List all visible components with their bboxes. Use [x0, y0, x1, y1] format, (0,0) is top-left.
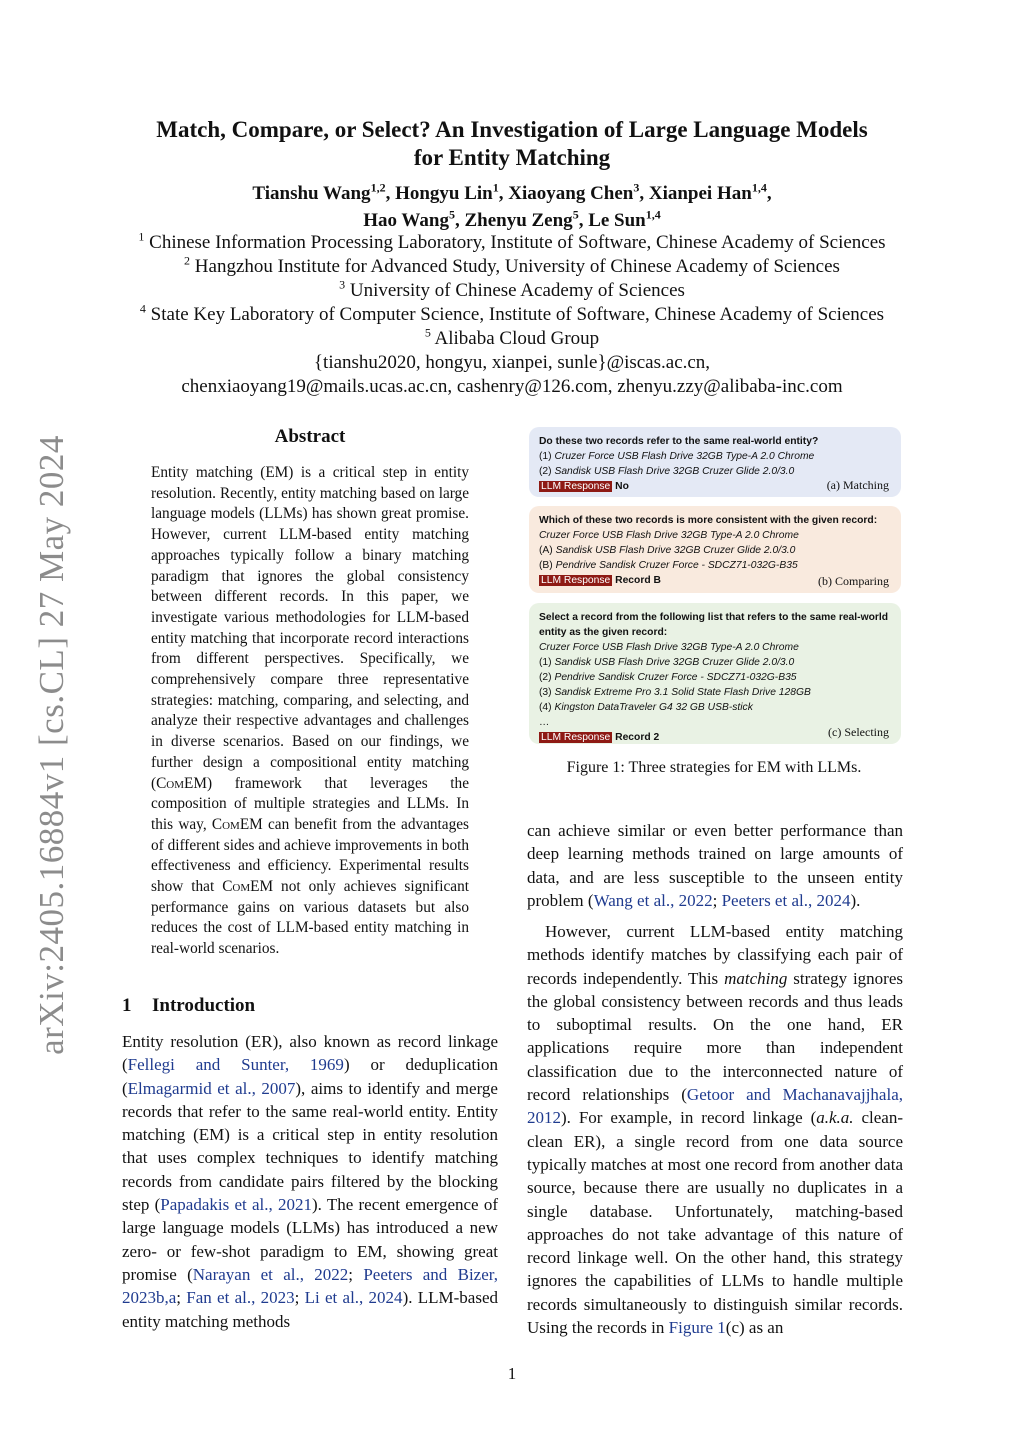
abstract-text: Entity matching (EM) is a critical step in entity resolution. Recently, entity matching based on large language models (LLMs) has shown great promise. However, current LLM-based entity matching approaches typically follow a binary matching paradigm that ignores the global consistency between different records. In this paper, we investigate various methodologies for LLM-based entity matching that incorporate record interactions from different perspectives. Specifically, we comprehensively compare three representative strategies: matching, comparing, and selecting, and analyze their respective advantages and challenges in diverse scenarios. Based on our findings, we further design a compositional entity matching (	[151, 464, 469, 792]
citation-link[interactable]: Li et al., 2024	[304, 1288, 403, 1308]
emphasis: a.k.a.	[816, 1108, 854, 1128]
affiliation	[90, 279, 934, 303]
affiliation	[90, 327, 934, 351]
body-text: ;	[712, 890, 722, 910]
intro-paragraph	[122, 1030, 498, 1333]
body-text: ;	[294, 1288, 305, 1308]
abstract-body	[151, 463, 469, 960]
page-number: 1	[507, 1364, 517, 1383]
record-text: Cruzer Force USB Flash Drive 32GB Type-A 2.0 Chrome	[554, 451, 815, 462]
body-text: However, current LLM-based entity matching methods identify matches by classifying each pair of records independently. This	[527, 922, 903, 988]
record-index: (2)	[539, 672, 555, 683]
affiliation-text: Chinese Information Processing Laboratory, Institute of Software, Chinese Academy of Sciences	[149, 232, 886, 253]
citation-link[interactable]: Peeters and Bizer, 2023b,a	[122, 1264, 498, 1308]
abstract-heading: Abstract	[274, 426, 346, 447]
record-line	[539, 558, 891, 573]
body-text: ), aims to identify and merge records that refer to the same real-world entity. Entity matching (EM) is a critical step in entity resolution that uses complex techniques to identify matching records from candidate pairs filtered by the blocking step (	[122, 1078, 498, 1215]
abstract-text: can benefit from the advantages of different sides and achieve improvements in both effectiveness and efficiency. Experimental results show that	[151, 815, 469, 896]
record-index: (4)	[539, 702, 555, 713]
citation-link[interactable]: Fan et al., 2023	[186, 1288, 295, 1308]
body-text: strategy ignores the global consistency between records and thus leads to suboptimal results. On the one hand, ER applications require more than independent classification due to the interconnected nature of record relationships (	[527, 968, 903, 1105]
author: Zhenyu Zeng	[464, 210, 573, 231]
title-line-2: for Entity Matching	[413, 145, 611, 170]
record-line	[539, 670, 891, 685]
record-index: (B)	[539, 560, 556, 571]
author-sup: 3	[633, 180, 640, 195]
llm-response-tag: LLM Response	[541, 575, 611, 586]
affiliation-text: Alibaba Cloud Group	[434, 328, 600, 349]
author: Xianpei Han	[648, 183, 752, 204]
author-sup: 1,4	[751, 180, 767, 195]
given-record: Cruzer Force USB Flash Drive 32GB Type-A 2.0 Chrome	[539, 530, 799, 541]
record-text: Sandisk USB Flash Drive 32GB Cruzer Glide 2.0/3.0	[554, 466, 795, 477]
title-line-1: Match, Compare, or Select? An Investigation of Large Language Models	[156, 117, 868, 142]
panel-question: Select a record from the following list that refers to the same real-world entity as the given record:	[539, 612, 889, 638]
record-index: (1)	[539, 451, 555, 462]
body-text: ) or deduplication (	[122, 1055, 498, 1098]
abstract-text: not only achieves significant performance gains on various datasets but also reduces the cost of LLM-based entity matching in real-world scenarios.	[151, 878, 469, 958]
citation-link[interactable]: Narayan et al., 2022	[192, 1264, 349, 1284]
affiliation	[90, 231, 934, 255]
record-index: (1)	[539, 657, 555, 668]
record-text: Pendrive Sandisk Cruzer Force - SDCZ71-032G-B35	[554, 672, 797, 683]
record-line	[539, 543, 891, 558]
record-text: Sandisk Extreme Pro 3.1 Solid State Flash Drive 128GB	[554, 687, 811, 698]
record-text: Sandisk USB Flash Drive 32GB Cruzer Glide 2.0/3.0	[554, 657, 795, 668]
framework-name: ComEM	[222, 878, 274, 896]
body-text: (c) as an	[725, 1318, 784, 1338]
emphasis: matching	[724, 968, 788, 988]
figure-ref-link[interactable]: Figure 1	[668, 1318, 726, 1338]
record-line	[539, 449, 891, 464]
body-text: ). LLM-based entity matching methods	[122, 1288, 498, 1331]
citation-link[interactable]: Wang et al., 2022	[593, 890, 713, 910]
author: Tianshu Wang	[252, 183, 371, 204]
llm-response-value: Record 2	[615, 732, 660, 743]
body-text: ). The recent emergence of large language models (LLMs) has introduced a new zero- or few-shot paradigm to EM, showing great promise (	[122, 1195, 498, 1284]
record-index: (3)	[539, 687, 555, 698]
body-text: ;	[176, 1288, 187, 1308]
author-sup: 1,4	[645, 207, 661, 222]
panel-question: Do these two records refer to the same real-world entity?	[539, 436, 819, 447]
citation-link[interactable]: Getoor and Machanavajjhala, 2012	[527, 1085, 903, 1128]
llm-response-value: No	[615, 481, 629, 492]
section-number: 1	[122, 995, 132, 1016]
author-sup: 1	[492, 180, 499, 195]
abstract-text: ) framework that leverages the composition of multiple strategies and LLMs. In this way,	[151, 774, 469, 833]
figure-panel-selecting	[529, 603, 901, 744]
figure-panel-matching	[529, 427, 901, 497]
record-text: Kingston DataTraveler G4 32 GB USB-stick	[554, 702, 753, 713]
affiliation-sup: 1	[138, 229, 145, 244]
llm-response-tag: LLM Response	[541, 732, 611, 743]
affiliation-sup: 2	[184, 253, 191, 268]
record-text: Pendrive Sandisk Cruzer Force - SDCZ71-032G-B35	[555, 560, 798, 571]
affiliation-list	[90, 231, 934, 399]
affiliation	[90, 303, 934, 327]
author: Hongyu Lin	[395, 183, 493, 204]
affiliation-text: State Key Laboratory of Computer Science, Institute of Software, Chinese Academy of Sciences	[150, 304, 885, 325]
record-text: Sandisk USB Flash Drive 32GB Cruzer Glide 2.0/3.0	[555, 545, 796, 556]
affiliation-text: Hangzhou Institute for Advanced Study, University of Chinese Academy of Sciences	[194, 256, 840, 277]
author-sup: 5	[572, 207, 579, 222]
framework-name: ComEM	[211, 815, 263, 833]
panel-label: (b) Comparing	[818, 574, 889, 588]
author-sup: 5	[448, 207, 455, 222]
body-text: clean-clean ER), a single record from one data source typically matches at most one record from another data source, because there are usually no duplicates in a single database. Unfortunately, matching-based approaches do not take advantage of this nature of record linkage well. On the other hand, this strategy ignores the capabilities of LLMs to handle multiple records simultaneously to distinguish similar records. Using the records in	[527, 1108, 903, 1338]
citation-link[interactable]: Peeters et al., 2024	[721, 890, 851, 910]
llm-response-tag: LLM Response	[541, 481, 611, 492]
author: Le Sun	[588, 210, 646, 231]
affiliation-sup: 3	[339, 277, 346, 292]
citation-link[interactable]: Elmagarmid et al., 2007	[127, 1078, 296, 1098]
record-line	[539, 700, 891, 715]
ellipsis: …	[539, 717, 550, 728]
framework-name: ComEM	[156, 774, 207, 792]
panel-question: Which of these two records is more consistent with the given record:	[539, 515, 878, 526]
body-paragraph	[527, 819, 903, 912]
email-line: chenxiaoyang19@mails.ucas.ac.cn, cashenry@126.com, zhenyu.zzy@alibaba-inc.com	[181, 376, 843, 397]
body-text: ;	[348, 1264, 364, 1284]
body-text: can achieve similar or even better performance than deep learning methods trained on large amounts of data, and are less susceptible to the unseen entity problem (	[527, 821, 903, 910]
citation-link[interactable]: Papadakis et al., 2021	[160, 1195, 312, 1215]
figure-panel-comparing	[529, 506, 901, 593]
section-heading-introduction	[122, 995, 255, 1017]
paper-title	[100, 116, 924, 172]
panel-label: (a) Matching	[826, 478, 889, 492]
record-line	[539, 685, 891, 700]
author: Xiaoyang Chen	[508, 183, 634, 204]
affiliation	[90, 255, 934, 279]
body-paragraph	[527, 920, 903, 1339]
email-line: {tianshu2020, hongyu, xianpei, sunle}@iscas.ac.cn,	[313, 352, 711, 373]
body-text: ). For example, in record linkage (	[561, 1108, 817, 1128]
panel-label: (c) Selecting	[828, 725, 889, 739]
body-text: Entity resolution (ER), also known as record linkage (	[122, 1032, 498, 1075]
author: Hao Wang	[363, 210, 449, 231]
record-line	[539, 655, 891, 670]
given-record: Cruzer Force USB Flash Drive 32GB Type-A 2.0 Chrome	[539, 642, 799, 653]
affiliation-text: University of Chinese Academy of Sciences	[349, 280, 685, 301]
figure-caption: Figure 1: Three strategies for EM with LLMs.	[566, 759, 862, 776]
author-sup: 1,2	[370, 180, 386, 195]
body-text: ).	[850, 890, 861, 910]
record-index: (2)	[539, 466, 555, 477]
citation-link[interactable]: Fellegi and Sunter, 1969	[127, 1055, 344, 1075]
llm-response-value: Record B	[615, 575, 661, 586]
section-title: Introduction	[152, 995, 256, 1016]
affiliation-sup: 5	[424, 325, 431, 340]
affiliation-sup: 4	[139, 301, 146, 316]
record-line	[539, 464, 891, 479]
arxiv-stamp: arXiv:2405.16884v1 [cs.CL] 27 May 2024	[32, 435, 71, 1055]
record-index: (A)	[539, 545, 556, 556]
author-list: Tianshu Wang$^{1,2}$, Hongyu Lin$^1$, Xiaoyang Chen$^3$, Xianpei Han$^{1,4}$, Hao Wang$^5$, Zhenyu Zeng$^5$, Le Sun$^{1,4}$	[252, 180, 772, 231]
